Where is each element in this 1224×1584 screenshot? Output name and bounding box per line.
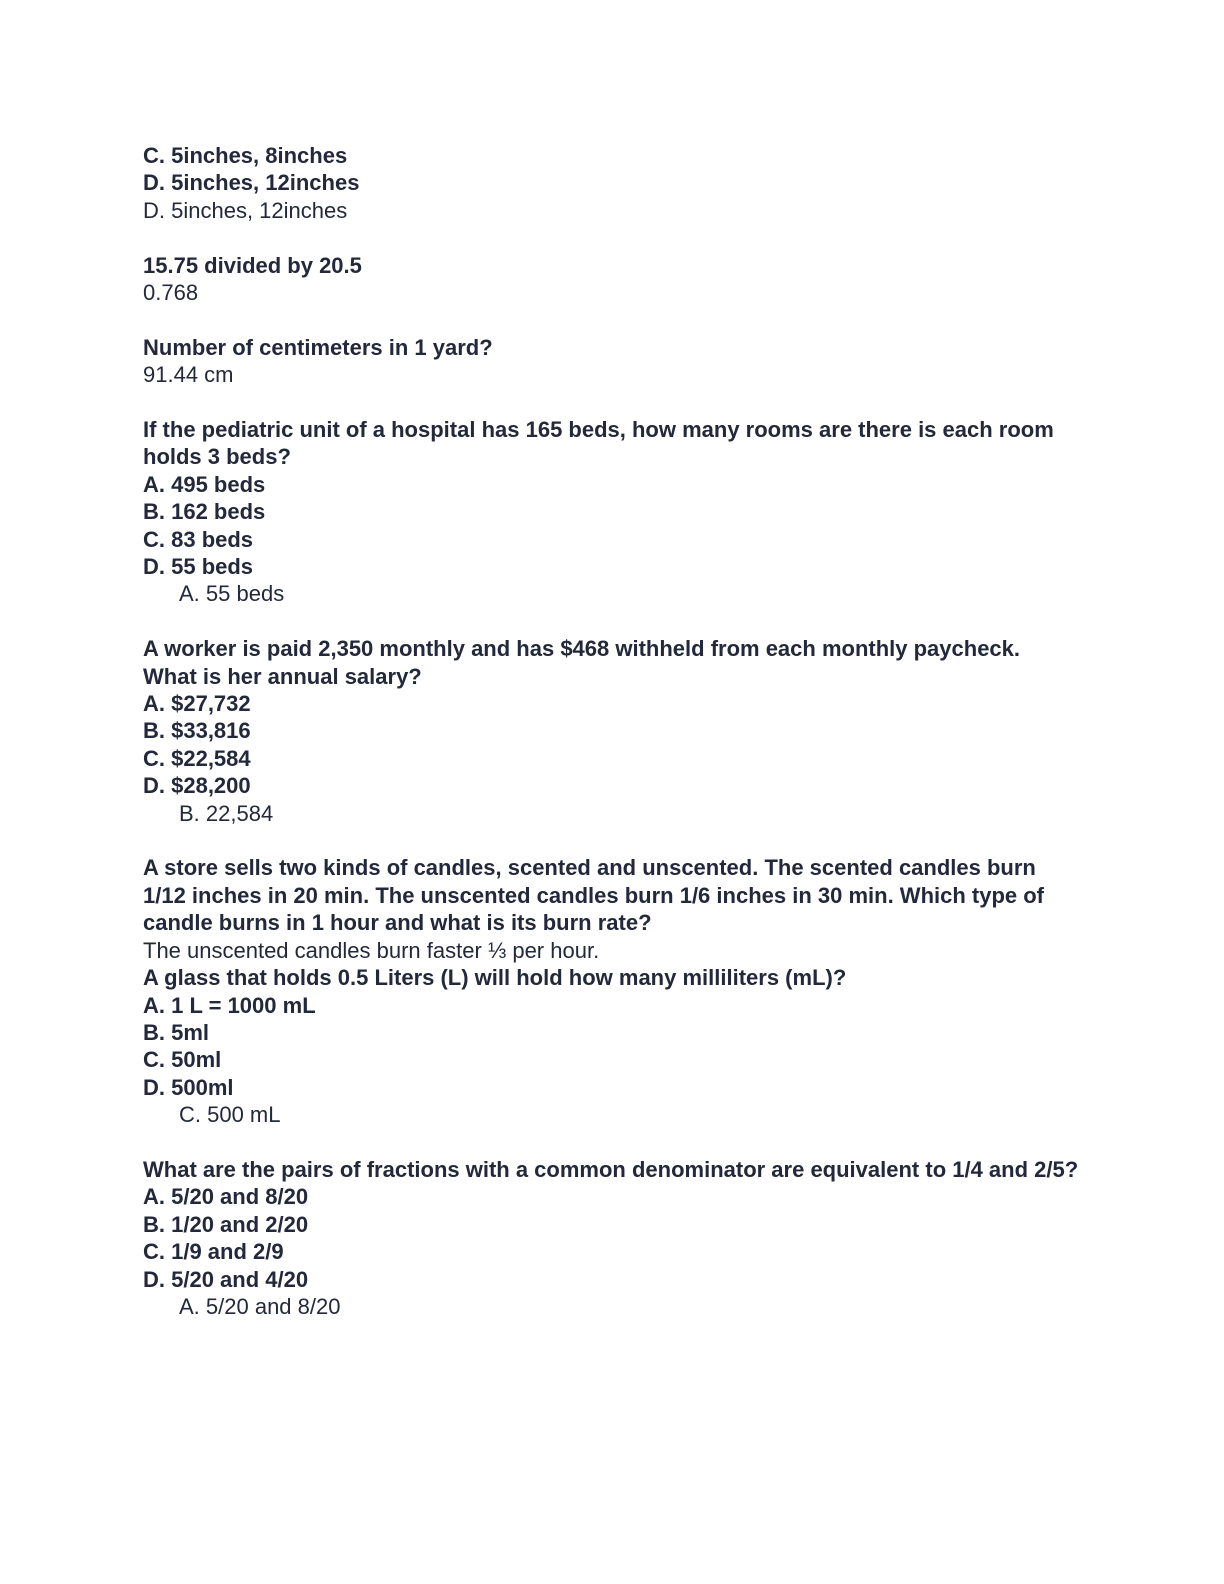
question-block — [143, 1156, 1083, 1320]
answer-line: A. 5/20 and 8/20 — [179, 1293, 341, 1319]
answer-line: C. 500 mL — [179, 1102, 281, 1128]
option-line: A. 5/20 and 8/20 — [143, 1184, 309, 1210]
option-line: B. $33,816 — [143, 718, 251, 744]
option-line: D. 5/20 and 4/20 — [143, 1266, 309, 1292]
question-text: Number of centimeters in 1 yard? — [143, 334, 493, 360]
option-line: C. 50ml — [143, 1047, 222, 1073]
answer-line: 91.44 cm — [143, 362, 234, 388]
answer-line: 0.768 — [143, 280, 199, 306]
option-line: C. 1/9 and 2/9 — [143, 1239, 284, 1265]
option-line: A. 1 L = 1000 mL — [143, 992, 316, 1018]
option-line: D. 5inches, 12inches — [143, 170, 360, 196]
answer-line: D. 5inches, 12inches — [143, 197, 348, 223]
answer-line: B. 22,584 — [179, 800, 274, 826]
option-line: D. 55 beds — [143, 554, 254, 580]
question-block — [143, 635, 1083, 827]
block-spacer — [143, 389, 1083, 416]
block-spacer — [143, 1129, 1083, 1156]
block-spacer — [143, 224, 1083, 251]
option-line: A. 495 beds — [143, 471, 266, 497]
option-line: D. 500ml — [143, 1074, 234, 1100]
question-text: A store sells two kinds of candles, scented and unscented. The scented candles burn 1/12 inches in 20 min. The unscented candles burn 1/6 inches in 30 min. Which type of candle burns in 1 hour and what is its burn rate? — [143, 855, 1045, 936]
block-spacer — [143, 306, 1083, 333]
question-block — [143, 416, 1083, 608]
question-text: A glass that holds 0.5 Liters (L) will hold how many milliliters (mL)? — [143, 965, 847, 991]
question-text: If the pediatric unit of a hospital has 165 beds, how many rooms are there is each room holds 3 beds? — [143, 417, 1054, 470]
question-text: A worker is paid 2,350 monthly and has $468 withheld from each monthly paycheck. — [143, 636, 1021, 662]
block-spacer — [143, 827, 1083, 854]
option-line: A. $27,732 — [143, 691, 251, 717]
question-text: What is her annual salary? — [143, 663, 422, 689]
option-line: B. 162 beds — [143, 499, 266, 525]
option-line: B. 5ml — [143, 1019, 210, 1045]
option-line: C. 5inches, 8inches — [143, 143, 348, 168]
question-block — [143, 334, 1083, 389]
option-line: B. 1/20 and 2/20 — [143, 1211, 309, 1237]
block-spacer — [143, 608, 1083, 635]
option-line: C. $22,584 — [143, 745, 251, 771]
answer-line: The unscented candles burn faster ⅓ per hour. — [143, 937, 600, 963]
question-text: What are the pairs of fractions with a common denominator are equivalent to 1/4 and 2/5? — [143, 1156, 1079, 1182]
question-block — [143, 854, 1083, 1128]
option-line: D. $28,200 — [143, 773, 251, 799]
option-line: C. 83 beds — [143, 526, 254, 552]
answer-line: A. 55 beds — [179, 581, 285, 607]
question-block — [143, 252, 1083, 307]
document-page — [143, 142, 1083, 1320]
question-block — [143, 142, 1083, 224]
question-text: 15.75 divided by 20.5 — [143, 252, 362, 278]
